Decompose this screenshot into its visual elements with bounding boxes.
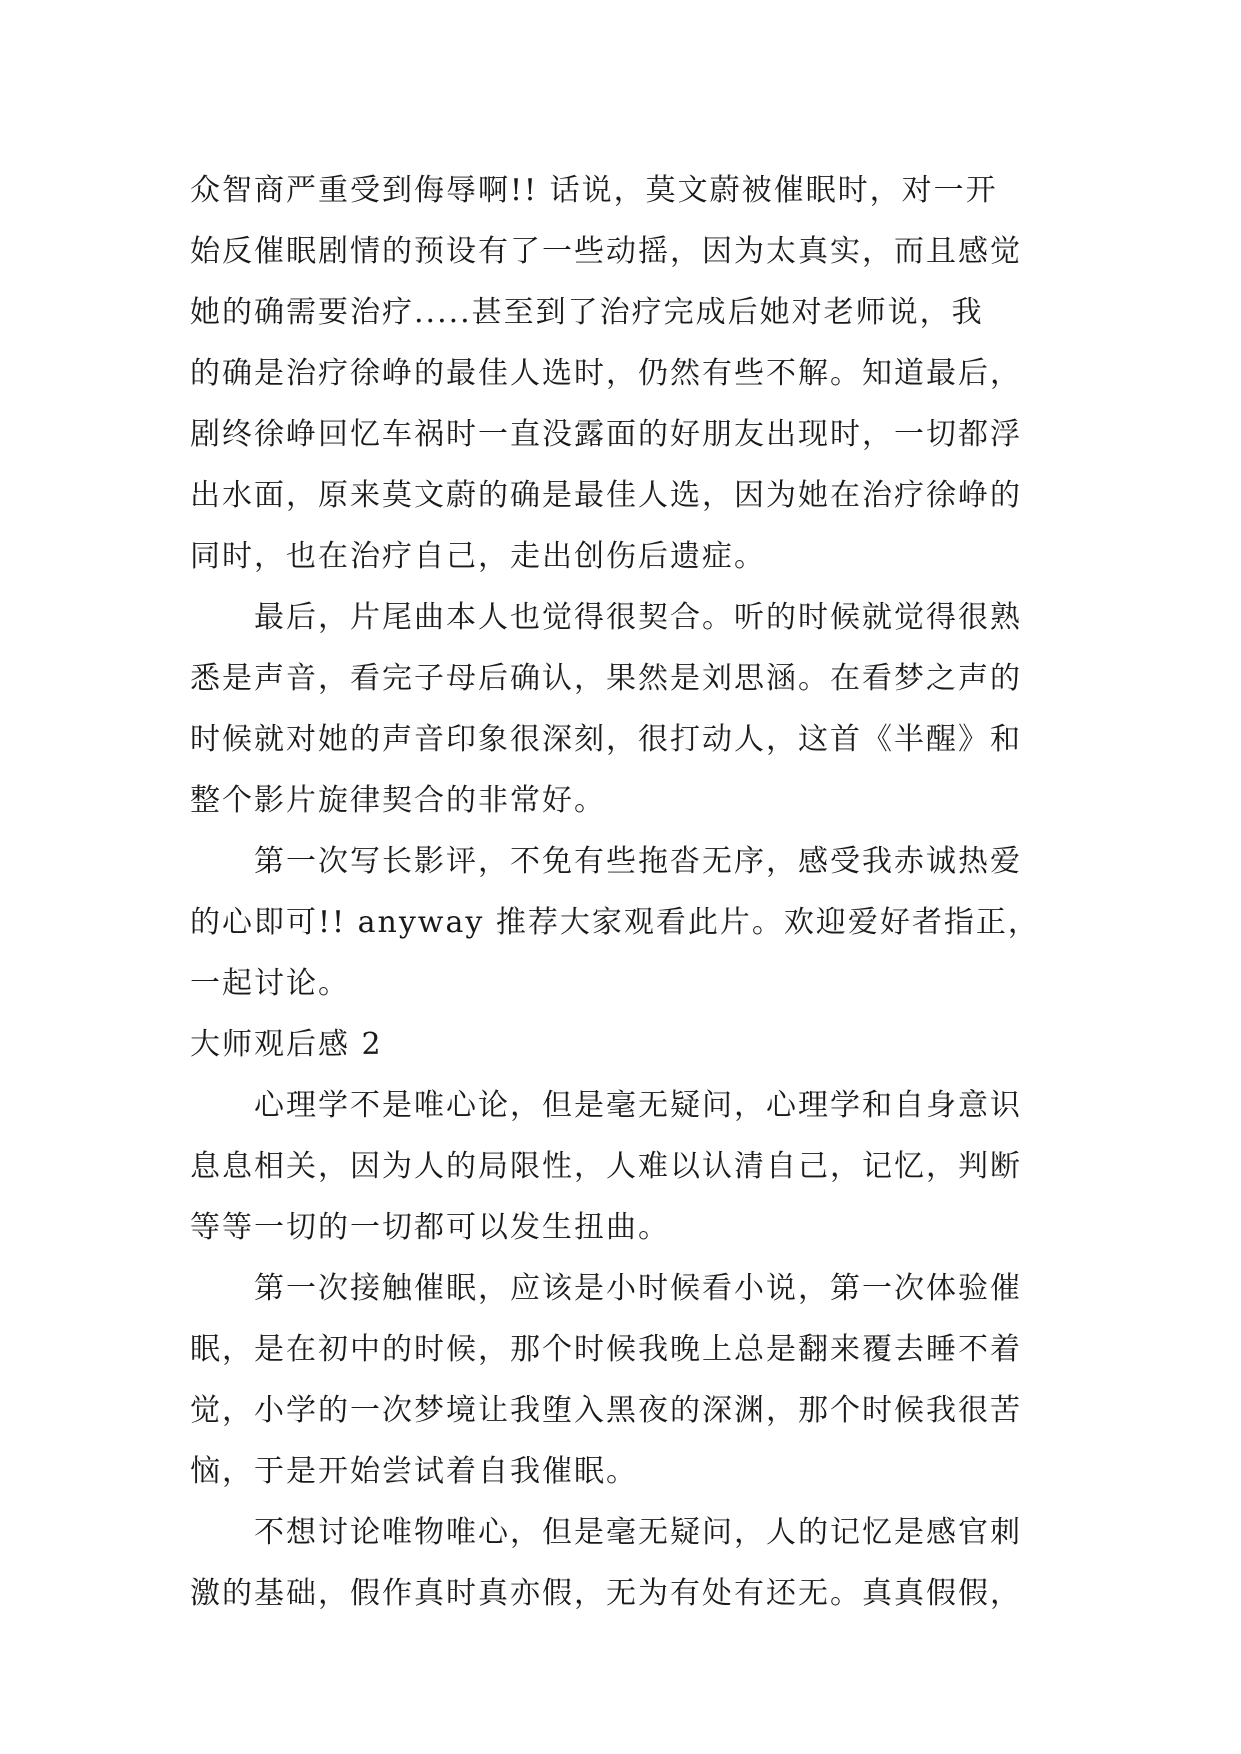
document-body	[190, 160, 1050, 1624]
text-line: 不想讨论唯物唯心，但是毫无疑问，人的记忆是感官刺	[254, 1515, 1022, 1550]
text-line: 剧终徐峥回忆车祸时一直没露面的好朋友出现时，一切都浮	[190, 417, 1022, 452]
text-line: 第一次接触催眠，应该是小时候看小说，第一次体验催	[254, 1271, 1022, 1306]
paragraph	[190, 160, 1050, 587]
text-line: 恼，于是开始尝试着自我催眠。	[190, 1454, 638, 1489]
text-line: 的确是治疗徐峥的最佳人选时，仍然有些不解。知道最后，	[190, 356, 1022, 391]
text-line: 出水面，原来莫文蔚的确是最佳人选，因为她在治疗徐峥的	[190, 478, 1022, 513]
text-line: 众智商严重受到侮辱啊!! 话说，莫文蔚被催眠时，对一开	[190, 173, 998, 208]
text-line: 她的确需要治疗.....甚至到了治疗完成后她对老师说，我	[190, 295, 984, 330]
text-line: 觉，小学的一次梦境让我堕入黑夜的深渊，那个时候我很苦	[190, 1393, 1022, 1428]
paragraph	[190, 1075, 1050, 1258]
text-line: 的心即可!! anyway 推荐大家观看此片。欢迎爱好者指正，	[190, 905, 1040, 940]
text-line: 同时，也在治疗自己，走出创伤后遗症。	[190, 539, 766, 574]
paragraph	[190, 831, 1050, 1014]
text-line: 息息相关，因为人的局限性，人难以认清自己，记忆，判断	[190, 1149, 1022, 1184]
text-line: 等等一切的一切都可以发生扭曲。	[190, 1210, 670, 1245]
text-line: 眠，是在初中的时候，那个时候我晚上总是翻来覆去睡不着	[190, 1332, 1022, 1367]
paragraph	[190, 1502, 1050, 1624]
text-line: 心理学不是唯心论，但是毫无疑问，心理学和自身意识	[254, 1088, 1022, 1123]
section-heading: 大师观后感 2	[190, 1027, 383, 1062]
paragraph	[190, 587, 1050, 831]
text-line: 始反催眠剧情的预设有了一些动摇，因为太真实，而且感觉	[190, 234, 1022, 269]
text-line: 整个影片旋律契合的非常好。	[190, 783, 606, 818]
paragraph	[190, 1258, 1050, 1502]
text-line: 悉是声音，看完子母后确认，果然是刘思涵。在看梦之声的	[190, 661, 1022, 696]
text-line: 一起讨论。	[190, 966, 350, 1001]
text-line: 时候就对她的声音印象很深刻，很打动人，这首《半醒》和	[190, 722, 1022, 757]
text-line: 激的基础，假作真时真亦假，无为有处有还无。真真假假，	[190, 1576, 1022, 1611]
text-line: 第一次写长影评，不免有些拖沓无序，感受我赤诚热爱	[254, 844, 1022, 879]
text-line: 最后，片尾曲本人也觉得很契合。听的时候就觉得很熟	[254, 600, 1022, 635]
